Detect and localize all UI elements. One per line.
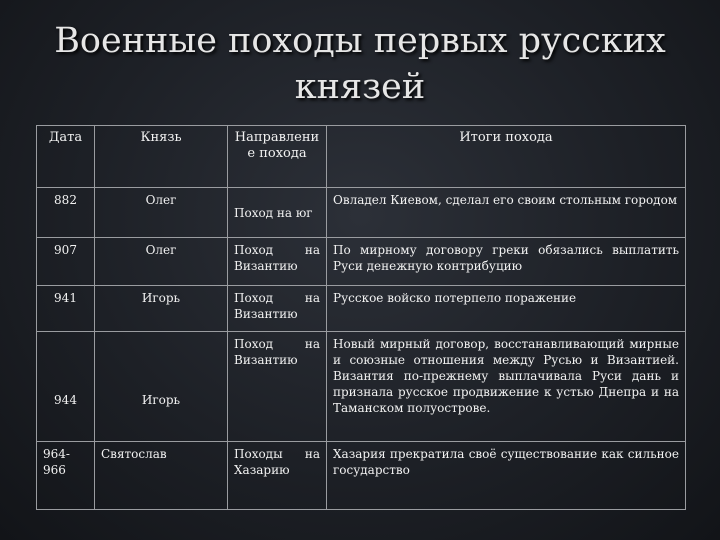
- row-direction-text: Поход на Византию: [234, 291, 320, 321]
- row-date: 964-966: [37, 442, 95, 510]
- table-header-row: [37, 126, 686, 188]
- row-result: Овладел Киевом, сделал его своим стольным городом: [327, 188, 686, 238]
- row-date: 882: [37, 188, 95, 238]
- row-direction-text: Поход на Византию: [234, 337, 320, 367]
- table-row: [37, 286, 686, 332]
- row-direction-text: Походы на Хазарию: [234, 447, 320, 477]
- row-prince: Олег: [95, 188, 228, 238]
- row-prince: Игорь: [95, 286, 228, 332]
- row-direction: [228, 442, 327, 510]
- row-prince: Олег: [95, 238, 228, 286]
- header-date: Дата: [37, 126, 95, 188]
- row-prince: Святослав: [95, 442, 228, 510]
- row-direction: [228, 332, 327, 442]
- row-direction: [228, 238, 327, 286]
- row-direction-text: Поход на Византию: [234, 243, 320, 273]
- row-date: 944: [37, 332, 95, 442]
- row-result: Русское войско потерпело поражение: [327, 286, 686, 332]
- row-result: Хазария прекратила своё существование как сильное государство: [327, 442, 686, 510]
- header-prince: Князь: [95, 126, 228, 188]
- row-date: 941: [37, 286, 95, 332]
- row-date: 907: [37, 238, 95, 286]
- row-prince: Игорь: [95, 332, 228, 442]
- header-result: Итоги похода: [327, 126, 686, 188]
- slide-title: [40, 18, 680, 110]
- campaigns-table: [36, 125, 686, 510]
- row-result: По мирному договору греки обязались выплатить Руси денежную контрибуцию: [327, 238, 686, 286]
- row-direction: Поход на юг: [228, 188, 327, 238]
- header-direction: Направлени е похода: [228, 126, 327, 188]
- table-row: [37, 332, 686, 442]
- slide-title-line-1: Военные походы первых русских: [54, 21, 666, 61]
- row-result: Новый мирный договор, восстанавливающий мирные и союзные отношения между Русью и Византией. Византия по-прежнему выплачивала Руси дань и признала русское продвижение к устью Днепра и на Таманском полуострове.: [327, 332, 686, 442]
- table-row: [37, 442, 686, 510]
- table-row: [37, 238, 686, 286]
- slide-title-line-2: князей: [294, 67, 426, 107]
- row-direction: [228, 286, 327, 332]
- table-row: [37, 188, 686, 238]
